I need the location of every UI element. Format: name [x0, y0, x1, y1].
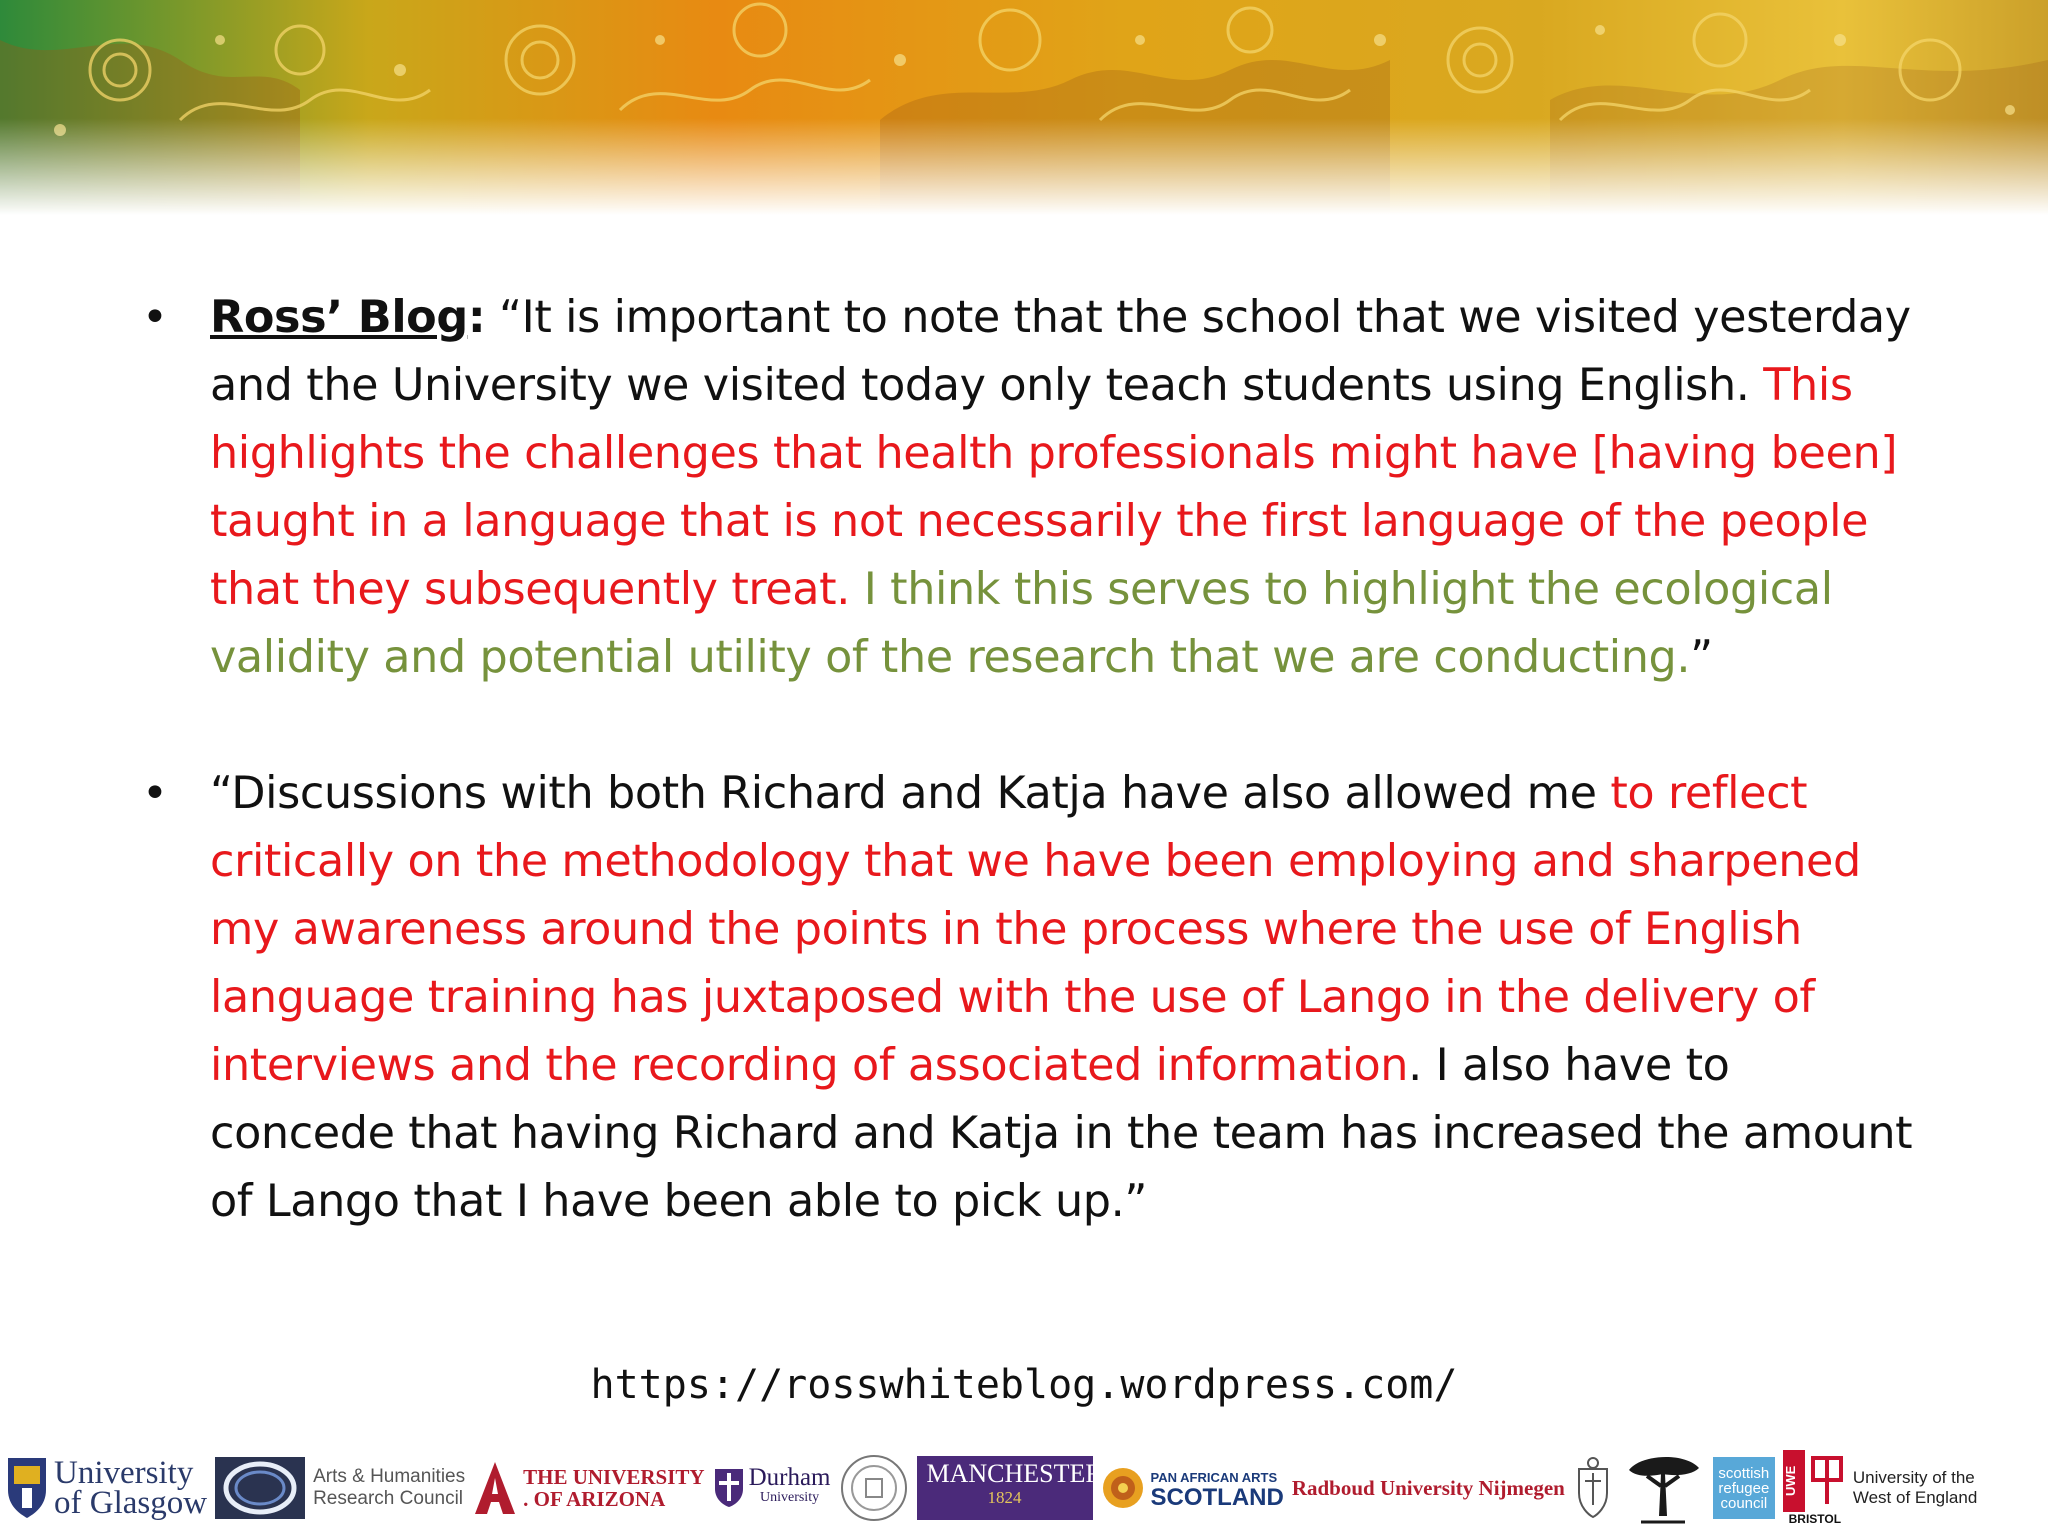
ahrc-ring-icon	[215, 1457, 305, 1519]
paa-emblem-icon	[1101, 1466, 1145, 1510]
ornate-crest-icon	[1573, 1455, 1613, 1521]
uwe-badge: UWE	[1783, 1450, 1805, 1512]
durham-crest-icon	[713, 1467, 745, 1509]
uwe-mark-icon	[1807, 1450, 1847, 1512]
radboud-logo	[1292, 1443, 1565, 1533]
paa-line1: PAN AFRICAN ARTS	[1150, 1470, 1278, 1485]
scottish-refugee-council-logo	[1713, 1443, 1775, 1533]
ahrc-logo	[215, 1443, 465, 1533]
glasgow-line2: of Glasgow	[54, 1485, 208, 1521]
pan-african-arts-logo	[1101, 1443, 1284, 1533]
acacia-tree-icon	[1621, 1446, 1705, 1530]
bullet-discussions	[142, 760, 1922, 1236]
blog-heading: Ross’ Blog	[210, 292, 468, 343]
seal-logo	[839, 1443, 909, 1533]
manchester-logo	[917, 1443, 1103, 1533]
crest-logo	[1573, 1443, 1613, 1533]
durham-sub: University	[759, 1490, 820, 1505]
partner-logo-strip	[0, 1440, 2048, 1536]
durham-logo	[713, 1443, 831, 1533]
bullet-ross-blog	[142, 284, 1922, 692]
src-line3: council	[1720, 1494, 1768, 1512]
bullet-glyph: •	[142, 768, 168, 819]
radboud-name: Radboud University Nijmegen	[1291, 1475, 1565, 1500]
paa-line2: SCOTLAND	[1150, 1484, 1284, 1511]
durham-name: Durham	[748, 1464, 831, 1491]
quote-intro-text: “It is important to note that the school that we visited yesterday and the University we visited today only teach students using English.	[210, 292, 1911, 411]
arizona-a-icon	[473, 1460, 517, 1516]
bullet-glyph: •	[142, 292, 168, 343]
quote-close: ”	[1690, 632, 1713, 683]
quote-close-text: . I also have to concede that having Richard and Katja in the team has increased the amount of Lango that I have been able to pick up.”	[210, 1040, 1913, 1227]
arizona-logo	[473, 1443, 704, 1533]
arizona-line2: . OF ARIZONA	[523, 1487, 666, 1511]
glasgow-logo	[6, 1443, 207, 1533]
ahrc-line1: Arts & Humanities	[313, 1466, 466, 1487]
uwe-bristol: BRISTOL	[1788, 1512, 1842, 1526]
highlight-red-text: This highlights the challenges that health professionals might have [having been] taught in a language that is not necessarily the first language of the people that they subsequently treat.	[210, 360, 1898, 615]
glasgow-crest-icon	[6, 1456, 48, 1520]
uwe-line1: University of the	[1852, 1468, 1975, 1487]
uwe-line2: West of England	[1852, 1488, 1978, 1507]
university-seal-icon	[839, 1453, 909, 1523]
bullet-list	[142, 284, 1922, 1236]
src-line1: scottish	[1718, 1464, 1770, 1482]
arizona-line1: THE UNIVERSITY	[523, 1465, 705, 1489]
manchester-year: 1824	[987, 1488, 1022, 1507]
highlight-green-text: I think this serves to highlight the ecological validity and potential utility of the research that we are conducting.	[210, 564, 1833, 683]
blog-heading-colon: :	[467, 292, 486, 343]
quote-intro-text: “Discussions with both Richard and Katja have also allowed me	[210, 768, 1611, 819]
uwe-logo	[1783, 1443, 1977, 1533]
tree-logo	[1621, 1443, 1705, 1533]
highlight-red-text: to reflect critically on the methodology that we have been employing and sharpened my awareness around the points in the process where the use of English language training has juxtaposed with the use of Lango in the delivery of interviews and the recording of associated information	[210, 768, 1861, 1091]
ahrc-line2: Research Council	[313, 1488, 464, 1509]
manchester-name: MANCHESTER	[926, 1459, 1103, 1488]
blog-url: https://rosswhiteblog.wordpress.com/	[590, 1362, 1458, 1408]
src-line2: refugee	[1718, 1479, 1770, 1497]
glasgow-line1: University	[54, 1455, 194, 1491]
decorative-map-banner	[0, 0, 2048, 215]
